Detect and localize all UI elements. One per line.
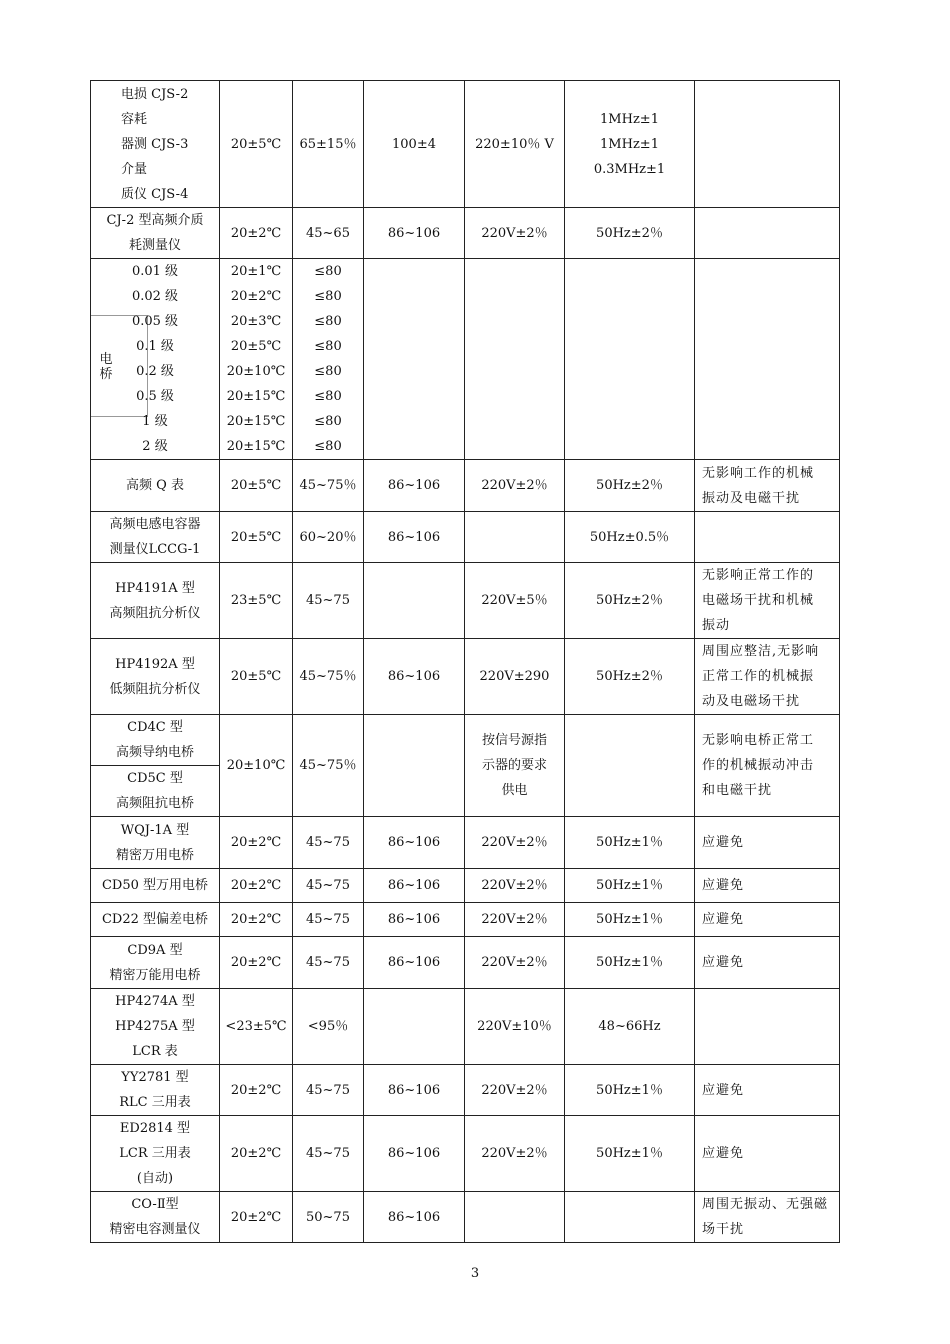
bridge-label: 电桥 bbox=[99, 352, 113, 382]
pressure-cell: 86~106 bbox=[364, 639, 465, 715]
volt-line: 示器的要求 bbox=[481, 758, 547, 773]
note-cell: 应避免 bbox=[695, 1065, 840, 1116]
name-line: 高频电感电容器 bbox=[109, 517, 201, 532]
note-cell: 应避免 bbox=[695, 903, 840, 937]
temperature-cell: 20±5℃ bbox=[220, 639, 293, 715]
grade-item: 0.01 级 bbox=[131, 264, 179, 279]
instrument-name bbox=[91, 208, 220, 259]
table-row bbox=[91, 1116, 840, 1192]
humidity-cell: 45~75％ bbox=[293, 715, 364, 817]
hum-item: ≤80 bbox=[314, 439, 342, 454]
name-line: 高频导纳电桥 bbox=[115, 745, 194, 760]
frequency-cell bbox=[565, 81, 695, 208]
page-number: 3 bbox=[470, 1266, 480, 1281]
name-line: CD9A 型 bbox=[127, 942, 183, 958]
grade-item: 0.2 级 bbox=[136, 364, 174, 379]
pressure-cell: 86~106 bbox=[364, 1192, 465, 1243]
frequency-cell: 50Hz±1％ bbox=[565, 1116, 695, 1192]
table-row bbox=[91, 639, 840, 715]
instrument-name bbox=[91, 937, 220, 989]
name-line: HP4274A 型 bbox=[115, 994, 195, 1009]
instrument-name bbox=[91, 639, 220, 715]
frequency-cell: 50Hz±2％ bbox=[565, 460, 695, 512]
frequency-cell bbox=[565, 1192, 695, 1243]
table-row bbox=[91, 937, 840, 989]
name-line: CO-Ⅱ型 bbox=[131, 1197, 179, 1212]
temp-item: 20±3℃ bbox=[230, 314, 282, 329]
temperature-cell: 20±5℃ bbox=[220, 512, 293, 563]
note-line: 正常工作的机械振 bbox=[702, 669, 815, 684]
instrument-name bbox=[91, 1192, 220, 1243]
volt-line: 供电 bbox=[501, 783, 528, 798]
grade-item: 1 级 bbox=[142, 414, 168, 429]
note-cell bbox=[695, 563, 840, 639]
temperature-cell: 20±2℃ bbox=[220, 1192, 293, 1243]
name-line: HP4275A 型 bbox=[115, 1019, 195, 1034]
frequency-cell: 50Hz±1％ bbox=[565, 869, 695, 903]
voltage-cell: 220±10％ V bbox=[465, 81, 565, 208]
pressure-cell: 100±4 bbox=[364, 81, 465, 208]
voltage-cell bbox=[465, 259, 565, 460]
instrument-name bbox=[91, 989, 220, 1065]
name-line: CJ-2 型高频介质 bbox=[106, 213, 204, 228]
grade-list bbox=[94, 259, 216, 459]
name-line: 容耗 bbox=[121, 111, 148, 127]
voltage-cell: 220V±2％ bbox=[465, 817, 565, 869]
temperature-cell: 20±2℃ bbox=[220, 903, 293, 937]
note-line: 周围无振动、无强磁 bbox=[702, 1197, 829, 1212]
temperature-cell: 20±2℃ bbox=[220, 869, 293, 903]
bridge-grade-cell bbox=[91, 259, 220, 460]
temp-item: 20±15℃ bbox=[226, 414, 286, 429]
hum-item: ≤80 bbox=[314, 339, 342, 354]
note-line: 电磁场干扰和机械 bbox=[702, 593, 815, 608]
note-cell bbox=[695, 512, 840, 563]
humidity-cell: 45~75 bbox=[293, 869, 364, 903]
voltage-cell bbox=[465, 1192, 565, 1243]
frequency-cell: 50Hz±1％ bbox=[565, 1065, 695, 1116]
frequency-cell: 50Hz±2％ bbox=[565, 639, 695, 715]
humidity-cell: 45~75％ bbox=[293, 460, 364, 512]
table-row bbox=[91, 715, 840, 766]
pressure-cell: 86~106 bbox=[364, 1116, 465, 1192]
name-line: YY2781 型 bbox=[121, 1070, 189, 1085]
humidity-cell: 60~20％ bbox=[293, 512, 364, 563]
instrument-name: CD50 型万用电桥 bbox=[91, 869, 220, 903]
humidity-cell: 45~75 bbox=[293, 563, 364, 639]
name-line: LCR 表 bbox=[132, 1044, 178, 1059]
humidity-cell: 45~65 bbox=[293, 208, 364, 259]
table-row bbox=[91, 81, 840, 208]
hum-item: ≤80 bbox=[314, 314, 342, 329]
name-line: (自动) bbox=[136, 1171, 174, 1186]
pressure-cell: 86~106 bbox=[364, 903, 465, 937]
table-row bbox=[91, 869, 840, 903]
name-line: 测量仪LCCG-1 bbox=[109, 542, 201, 557]
humidity-cell: 45~75 bbox=[293, 937, 364, 989]
humidity-cell bbox=[293, 259, 364, 460]
instrument-name bbox=[91, 512, 220, 563]
table-row bbox=[91, 903, 840, 937]
name-line: HP4191A 型 bbox=[115, 580, 195, 596]
hum-item: ≤80 bbox=[314, 389, 342, 404]
volt-line: 按信号源指 bbox=[481, 733, 547, 748]
humidity-cell: 45~75 bbox=[293, 817, 364, 869]
instrument-name bbox=[91, 1065, 220, 1116]
instrument-name bbox=[91, 715, 220, 766]
pressure-cell: 86~106 bbox=[364, 460, 465, 512]
name-line: WQJ-1A 型 bbox=[120, 822, 190, 838]
instrument-name: CD22 型偏差电桥 bbox=[91, 903, 220, 937]
temperature-cell: 20±2℃ bbox=[220, 937, 293, 989]
note-line: 无影响正常工作的 bbox=[702, 568, 815, 583]
note-line: 无影响工作的机械 bbox=[702, 465, 815, 481]
pressure-cell: 86~106 bbox=[364, 937, 465, 989]
humidity-cell: 65±15％ bbox=[293, 81, 364, 208]
voltage-cell bbox=[465, 715, 565, 817]
temp-item: 20±1℃ bbox=[230, 264, 282, 279]
pressure-cell: 86~106 bbox=[364, 817, 465, 869]
hum-item: ≤80 bbox=[314, 289, 342, 304]
frequency-cell: 50Hz±0.5％ bbox=[565, 512, 695, 563]
name-line: 高频阻抗分析仪 bbox=[109, 605, 201, 621]
instrument-name bbox=[91, 81, 220, 208]
frequency-cell: 50Hz±2％ bbox=[565, 563, 695, 639]
name-line: 介量 bbox=[121, 161, 148, 177]
voltage-cell: 220V±10％ bbox=[465, 989, 565, 1065]
environment-spec-table bbox=[90, 80, 840, 1243]
grade-item: 2 级 bbox=[142, 439, 168, 454]
temperature-cell: 20±2℃ bbox=[220, 1065, 293, 1116]
temp-item: 20±15℃ bbox=[226, 389, 286, 404]
name-line: 精密万用电桥 bbox=[115, 847, 194, 863]
humidity-cell: 45~75 bbox=[293, 1065, 364, 1116]
frequency-cell: 48~66Hz bbox=[565, 989, 695, 1065]
frequency-cell: 50Hz±2％ bbox=[565, 208, 695, 259]
note-cell bbox=[695, 1192, 840, 1243]
temperature-cell: 20±2℃ bbox=[220, 817, 293, 869]
note-line: 动及电磁场干扰 bbox=[702, 694, 801, 709]
note-line: 和电磁干扰 bbox=[702, 783, 773, 798]
voltage-cell: 220V±5％ bbox=[465, 563, 565, 639]
name-line: 电损 CJS-2 bbox=[121, 86, 189, 102]
voltage-cell: 220V±2％ bbox=[465, 1116, 565, 1192]
voltage-cell: 220V±2％ bbox=[465, 460, 565, 512]
table-row bbox=[91, 1192, 840, 1243]
name-line: 器测 CJS-3 bbox=[121, 136, 189, 152]
grade-item: 0.05 级 bbox=[131, 314, 179, 329]
voltage-cell: 220V±290 bbox=[465, 639, 565, 715]
pressure-cell: 86~106 bbox=[364, 512, 465, 563]
hum-item: ≤80 bbox=[314, 264, 342, 279]
note-cell: 应避免 bbox=[695, 937, 840, 989]
table-row bbox=[91, 1065, 840, 1116]
note-cell bbox=[695, 460, 840, 512]
temperature-cell: 20±5℃ bbox=[220, 460, 293, 512]
freq-line: 0.3MHz±1 bbox=[593, 161, 666, 177]
pressure-cell bbox=[364, 715, 465, 817]
temperature-cell: 23±5℃ bbox=[220, 563, 293, 639]
humidity-cell: 45~75 bbox=[293, 903, 364, 937]
note-cell bbox=[695, 715, 840, 817]
name-line: 低频阻抗分析仪 bbox=[109, 681, 201, 697]
table-row bbox=[91, 563, 840, 639]
table-row bbox=[91, 817, 840, 869]
frequency-cell: 50Hz±1％ bbox=[565, 903, 695, 937]
note-line: 周围应整洁,无影响 bbox=[702, 644, 820, 659]
instrument-name bbox=[91, 817, 220, 869]
temp-item: 20±5℃ bbox=[230, 339, 282, 354]
name-line: 精密万能用电桥 bbox=[109, 967, 201, 983]
note-cell bbox=[695, 81, 840, 208]
humidity-cell: 45~75 bbox=[293, 1116, 364, 1192]
hum-item: ≤80 bbox=[314, 414, 342, 429]
note-cell bbox=[695, 259, 840, 460]
instrument-name bbox=[91, 766, 220, 817]
table-row bbox=[91, 989, 840, 1065]
freq-line: 1MHz±1 bbox=[600, 136, 659, 152]
table-row bbox=[91, 208, 840, 259]
note-line: 振动及电磁干扰 bbox=[702, 490, 801, 506]
name-line: HP4192A 型 bbox=[115, 656, 195, 672]
pressure-cell: 86~106 bbox=[364, 869, 465, 903]
frequency-cell bbox=[565, 259, 695, 460]
note-cell: 应避免 bbox=[695, 817, 840, 869]
temperature-cell: 20±2℃ bbox=[220, 1116, 293, 1192]
pressure-cell bbox=[364, 259, 465, 460]
name-line: 高频阻抗电桥 bbox=[115, 796, 194, 811]
instrument-name: 高频 Q 表 bbox=[91, 460, 220, 512]
note-line: 振动 bbox=[702, 618, 731, 633]
temperature-cell: 20±10℃ bbox=[220, 715, 293, 817]
temp-item: 20±2℃ bbox=[230, 289, 282, 304]
humidity-cell: <95％ bbox=[293, 989, 364, 1065]
hum-item: ≤80 bbox=[314, 364, 342, 379]
note-cell bbox=[695, 989, 840, 1065]
note-cell: 应避免 bbox=[695, 1116, 840, 1192]
humidity-cell: 50~75 bbox=[293, 1192, 364, 1243]
name-line: LCR 三用表 bbox=[119, 1146, 191, 1161]
temperature-cell bbox=[220, 259, 293, 460]
freq-line: 1MHz±1 bbox=[600, 111, 659, 127]
temperature-cell: 20±5℃ bbox=[220, 81, 293, 208]
pressure-cell: 86~106 bbox=[364, 208, 465, 259]
voltage-cell: 220V±2％ bbox=[465, 208, 565, 259]
voltage-cell bbox=[465, 512, 565, 563]
table-row bbox=[91, 512, 840, 563]
temperature-cell: <23±5℃ bbox=[220, 989, 293, 1065]
grade-item: 0.1 级 bbox=[136, 339, 174, 354]
instrument-name bbox=[91, 1116, 220, 1192]
table-row bbox=[91, 460, 840, 512]
voltage-cell: 220V±2％ bbox=[465, 937, 565, 989]
note-line: 作的机械振动冲击 bbox=[702, 758, 815, 773]
pressure-cell: 86~106 bbox=[364, 1065, 465, 1116]
voltage-cell: 220V±2％ bbox=[465, 903, 565, 937]
note-cell bbox=[695, 208, 840, 259]
grade-item: 0.5 级 bbox=[136, 389, 174, 404]
grade-item: 0.02 级 bbox=[131, 289, 179, 304]
voltage-cell: 220V±2％ bbox=[465, 1065, 565, 1116]
name-line: 精密电容测量仪 bbox=[109, 1222, 201, 1237]
temp-item: 20±15℃ bbox=[226, 439, 286, 454]
note-line: 无影响电桥正常工 bbox=[702, 733, 815, 748]
voltage-cell: 220V±2％ bbox=[465, 869, 565, 903]
name-line: 耗测量仪 bbox=[128, 238, 181, 253]
name-line: 质仪 CJS-4 bbox=[121, 186, 189, 202]
pressure-cell bbox=[364, 989, 465, 1065]
name-line: CD5C 型 bbox=[127, 771, 183, 786]
temp-item: 20±10℃ bbox=[226, 364, 286, 379]
frequency-cell bbox=[565, 715, 695, 817]
note-cell: 应避免 bbox=[695, 869, 840, 903]
table-row bbox=[91, 259, 840, 460]
name-line: RLC 三用表 bbox=[119, 1095, 191, 1110]
name-line: CD4C 型 bbox=[127, 720, 183, 735]
frequency-cell: 50Hz±1％ bbox=[565, 817, 695, 869]
instrument-name bbox=[91, 563, 220, 639]
humidity-cell: 45~75％ bbox=[293, 639, 364, 715]
temperature-cell: 20±2℃ bbox=[220, 208, 293, 259]
pressure-cell bbox=[364, 563, 465, 639]
name-line: ED2814 型 bbox=[119, 1121, 191, 1136]
frequency-cell: 50Hz±1％ bbox=[565, 937, 695, 989]
note-line: 场干扰 bbox=[702, 1222, 745, 1237]
note-cell bbox=[695, 639, 840, 715]
